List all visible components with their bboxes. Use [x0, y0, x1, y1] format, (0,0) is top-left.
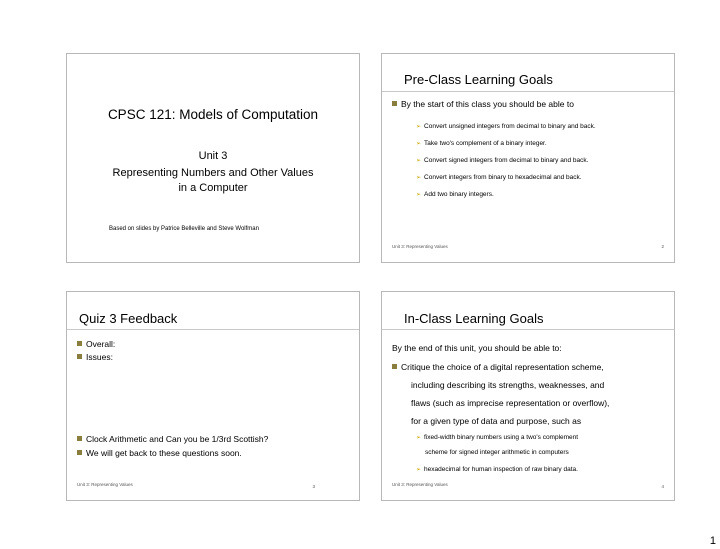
arrow-bullet-icon: ➢ [416, 435, 422, 441]
slide-2-slide-number: 2 [661, 244, 664, 249]
slide-2-title-rule [382, 91, 674, 92]
slide-4-bullet-continuation: including describing its strengths, weaknesses, and [411, 380, 605, 390]
arrow-bullet-icon: ➢ [416, 175, 422, 181]
slide-1-credit: Based on slides by Patrice Belleville and Steve Wolfman [109, 226, 259, 232]
slide-4-title: In-Class Learning Goals [404, 311, 544, 326]
slide-4 [381, 291, 675, 501]
slide-2-title: Pre-Class Learning Goals [404, 72, 553, 87]
bullet-square-icon [77, 450, 82, 455]
slide-4-bullet-continuation: for a given type of data and purpose, such as [411, 416, 582, 426]
slide-2-item: ➢ Add two binary integers. [416, 191, 494, 198]
slide-4-sub-item: ➢ hexadecimal for human inspection of raw binary data. [416, 466, 578, 473]
slide-3-bullet: Overall: [77, 339, 115, 350]
bullet-square-icon [392, 101, 397, 106]
arrow-bullet-icon: ➢ [416, 158, 422, 164]
slide-4-footer: Unit 3: Representing Values [392, 482, 448, 487]
arrow-bullet-icon: ➢ [416, 124, 422, 130]
slide-1-subtitle-line2: in a Computer [178, 182, 248, 194]
slide-4-title-rule [382, 329, 674, 330]
slide-4-intro: By the end of this unit, you should be able to: [392, 343, 562, 353]
slide-3-title: Quiz 3 Feedback [79, 311, 178, 326]
slide-2-item: ➢ Convert unsigned integers from decimal to binary and back. [416, 123, 596, 130]
bullet-square-icon [77, 354, 82, 359]
slide-2-item: ➢ Convert signed integers from decimal to binary and back. [416, 157, 589, 164]
slide-1-unit: Unit 3 [198, 150, 228, 162]
page-number: 1 [709, 535, 716, 547]
slide-2-item: ➢ Take two's complement of a binary integer. [416, 140, 547, 147]
slide-3-title-rule [67, 329, 359, 330]
slide-3 [66, 291, 360, 501]
slide-4-sub-item-continuation: scheme for signed integer arithmetic in computers [425, 449, 569, 456]
slide-3-slide-number: 3 [312, 484, 315, 489]
slide-4-slide-number: 4 [661, 484, 664, 489]
slide-3-bullet: We will get back to these questions soon. [77, 448, 242, 459]
slide-1-title: CPSC 121: Models of Computation [107, 107, 319, 122]
slide-4-bullet: Critique the choice of a digital representation scheme, [392, 362, 604, 373]
slide-2-item: ➢ Convert integers from binary to hexadecimal and back. [416, 174, 582, 181]
slide-4-bullet-continuation: flaws (such as imprecise representation or overflow), [411, 398, 610, 408]
slide-3-bullet: Issues: [77, 352, 113, 363]
bullet-square-icon [77, 341, 82, 346]
arrow-bullet-icon: ➢ [416, 192, 422, 198]
slide-3-bullet: Clock Arithmetic and Can you be 1/3rd Scottish? [77, 434, 268, 445]
slide-1 [66, 53, 360, 263]
bullet-square-icon [392, 364, 397, 369]
slide-3-footer: Unit 3: Representing Values [77, 482, 133, 487]
slide-2-bullet: By the start of this class you should be able to [392, 99, 574, 110]
slide-2-footer: Unit 3: Representing Values [392, 244, 448, 249]
slide-1-subtitle-line1: Representing Numbers and Other Values [112, 167, 314, 179]
arrow-bullet-icon: ➢ [416, 141, 422, 147]
arrow-bullet-icon: ➢ [416, 467, 422, 473]
slide-4-sub-item: ➢ fixed-width binary numbers using a two's complement [416, 434, 579, 441]
bullet-square-icon [77, 436, 82, 441]
slide-2 [381, 53, 675, 263]
